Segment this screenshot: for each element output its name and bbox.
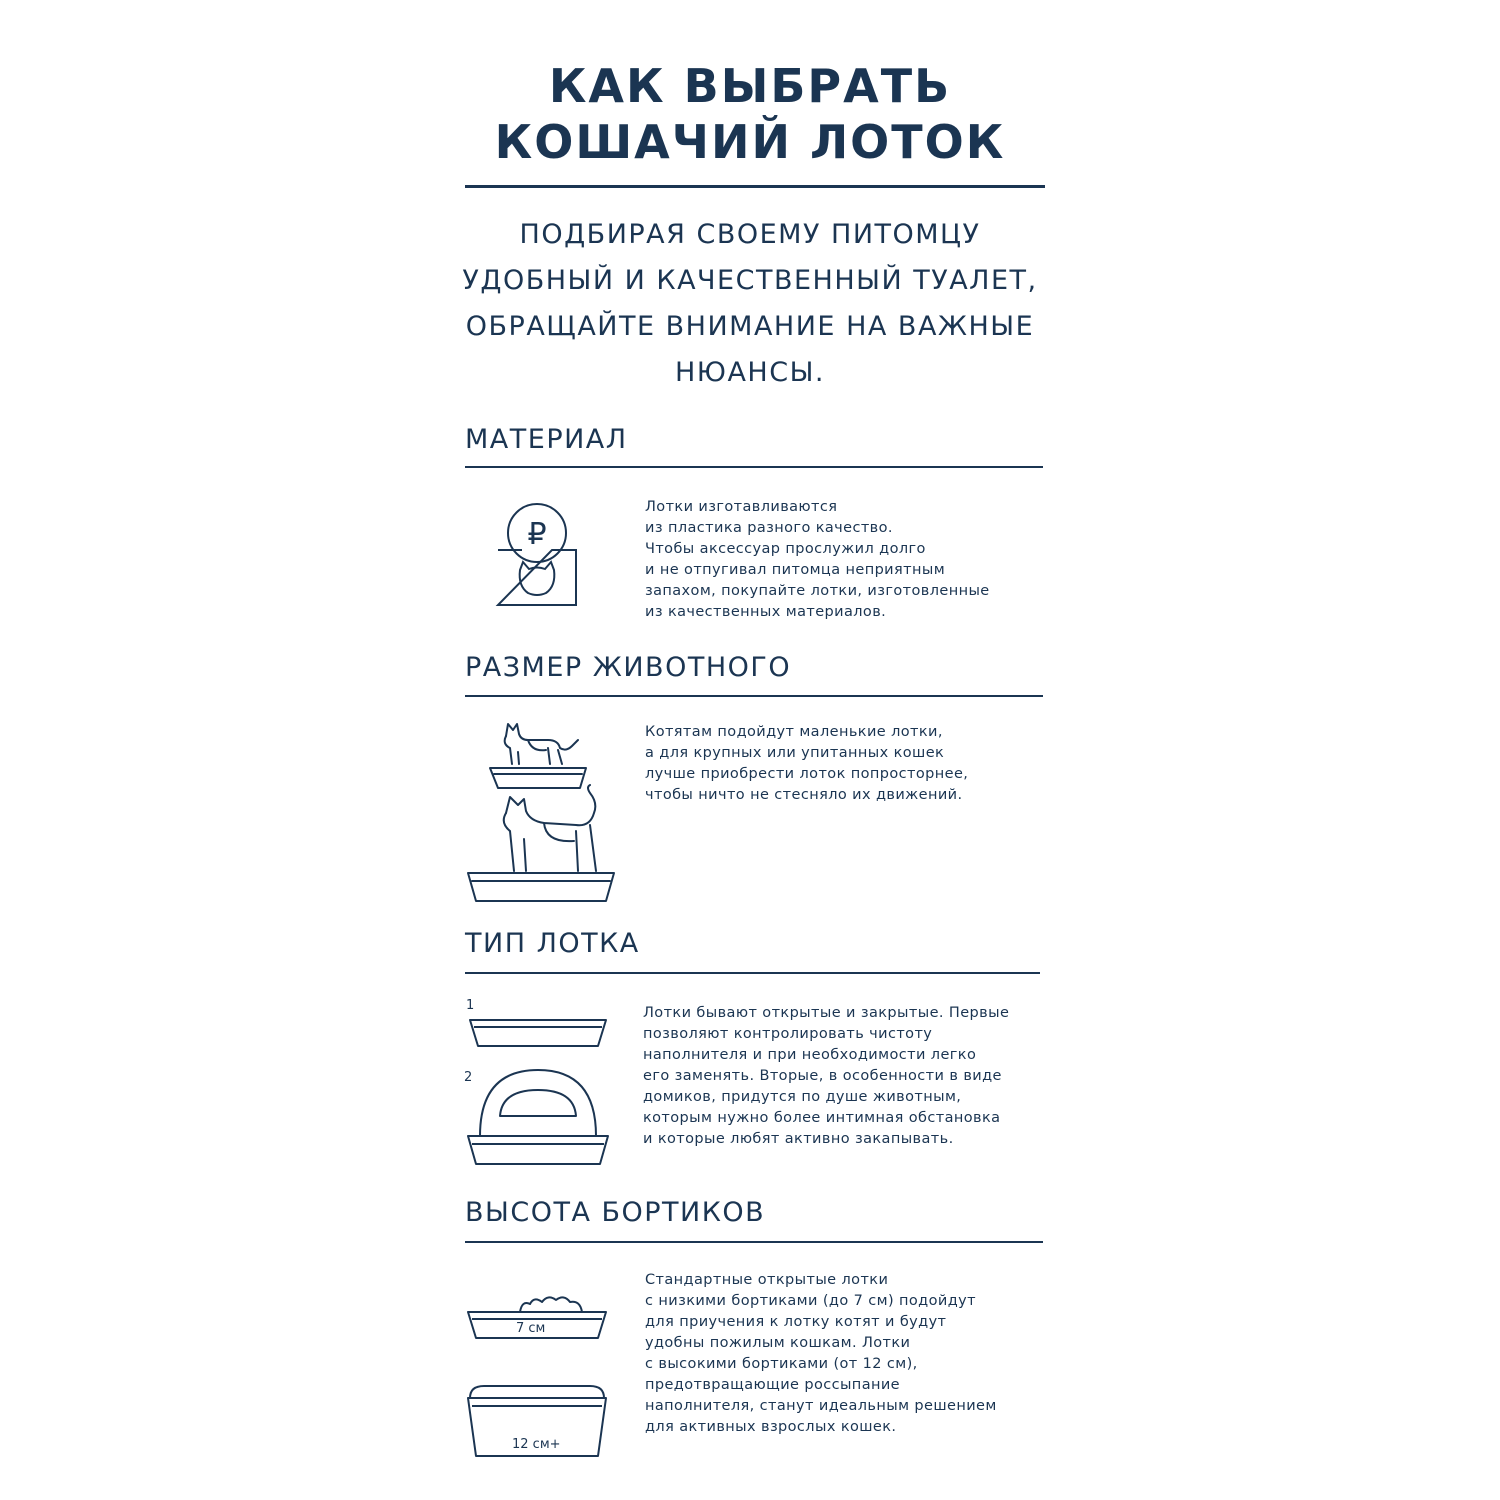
section-divider-size (465, 695, 1043, 697)
open-tray-icon (468, 1016, 608, 1048)
open-tray-number: 1 (466, 998, 475, 1013)
height-text (645, 1270, 997, 1438)
text-line: позволяют контролировать чистоту (643, 1026, 933, 1042)
intro-text (0, 212, 1500, 396)
closed-tray-icon (466, 1066, 611, 1166)
intro-line: НЮАНСЫ. (675, 357, 825, 388)
intro-line: УДОБНЫЙ И КАЧЕСТВЕННЫЙ ТУАЛЕТ, (462, 265, 1038, 296)
intro-line: ПОДБИРАЯ СВОЕМУ ПИТОМЦУ (519, 219, 981, 250)
text-line: а для крупных или упитанных кошек (645, 745, 945, 761)
text-line: наполнителя и при необходимости легко (643, 1047, 977, 1063)
text-line: и которые любят активно закапывать. (643, 1131, 954, 1147)
low-wall-height-label: 7 см (516, 1321, 546, 1336)
ruble-symbol: ₽ (527, 517, 547, 552)
text-line: из пластика разного качество. (645, 520, 893, 536)
material-text (645, 497, 990, 623)
text-line: чтобы ничто не стесняло их движений. (645, 787, 963, 803)
text-line: предотвращающие россыпание (645, 1377, 901, 1393)
title-line-2: КОШАЧИЙ ЛОТОК (494, 115, 1006, 169)
text-line: удобны пожилым кошкам. Лотки (645, 1335, 911, 1351)
section-heading-type: ТИП ЛОТКА (465, 928, 640, 959)
text-line: Чтобы аксессуар прослужил долго (645, 541, 926, 557)
coin-box-icon (492, 500, 592, 620)
text-line: которым нужно более интимная обстановка (643, 1110, 1001, 1126)
type-text (643, 1003, 1009, 1150)
text-line: из качественных материалов. (645, 604, 887, 620)
text-line: для приучения к лотку котят и будут (645, 1314, 947, 1330)
text-line: Стандартные открытые лотки (645, 1272, 889, 1288)
high-wall-height-label: 12 см+ (512, 1437, 561, 1452)
size-text (645, 722, 968, 806)
section-divider-type (465, 972, 1040, 974)
section-heading-height: ВЫСОТА БОРТИКОВ (465, 1197, 766, 1228)
intro-line: ОБРАЩАЙТЕ ВНИМАНИЕ НА ВАЖНЫЕ (465, 311, 1035, 342)
text-line: наполнителя, станут идеальным решением (645, 1398, 997, 1414)
text-line: Котятам подойдут маленькие лотки, (645, 724, 943, 740)
section-divider-height (465, 1241, 1043, 1243)
text-line: с высокими бортиками (от 12 см), (645, 1356, 918, 1372)
title-line-1: КАК ВЫБРАТЬ (548, 59, 952, 113)
title-divider (465, 185, 1045, 188)
text-line: домиков, придутся по душе животным, (643, 1089, 962, 1105)
text-line: и не отпугивал питомца неприятным (645, 562, 946, 578)
text-line: Лотки изготавливаются (645, 499, 838, 515)
adult-cat-tray-icon (466, 783, 616, 903)
text-line: с низкими бортиками (до 7 см) подойдут (645, 1293, 976, 1309)
text-line: запахом, покупайте лотки, изготовленные (645, 583, 990, 599)
section-divider-material (465, 466, 1043, 468)
closed-tray-number: 2 (464, 1070, 473, 1085)
text-line: Лотки бывают открытые и закрытые. Первые (643, 1005, 1010, 1021)
page-title (0, 58, 1500, 170)
text-line: лучше приобрести лоток попросторнее, (645, 766, 969, 782)
text-line: для активных взрослых кошек. (645, 1419, 897, 1435)
section-heading-material: МАТЕРИАЛ (465, 424, 628, 455)
section-heading-size: РАЗМЕР ЖИВОТНОГО (465, 652, 792, 683)
text-line: его заменять. Вторые, в особенности в виде (643, 1068, 1002, 1084)
